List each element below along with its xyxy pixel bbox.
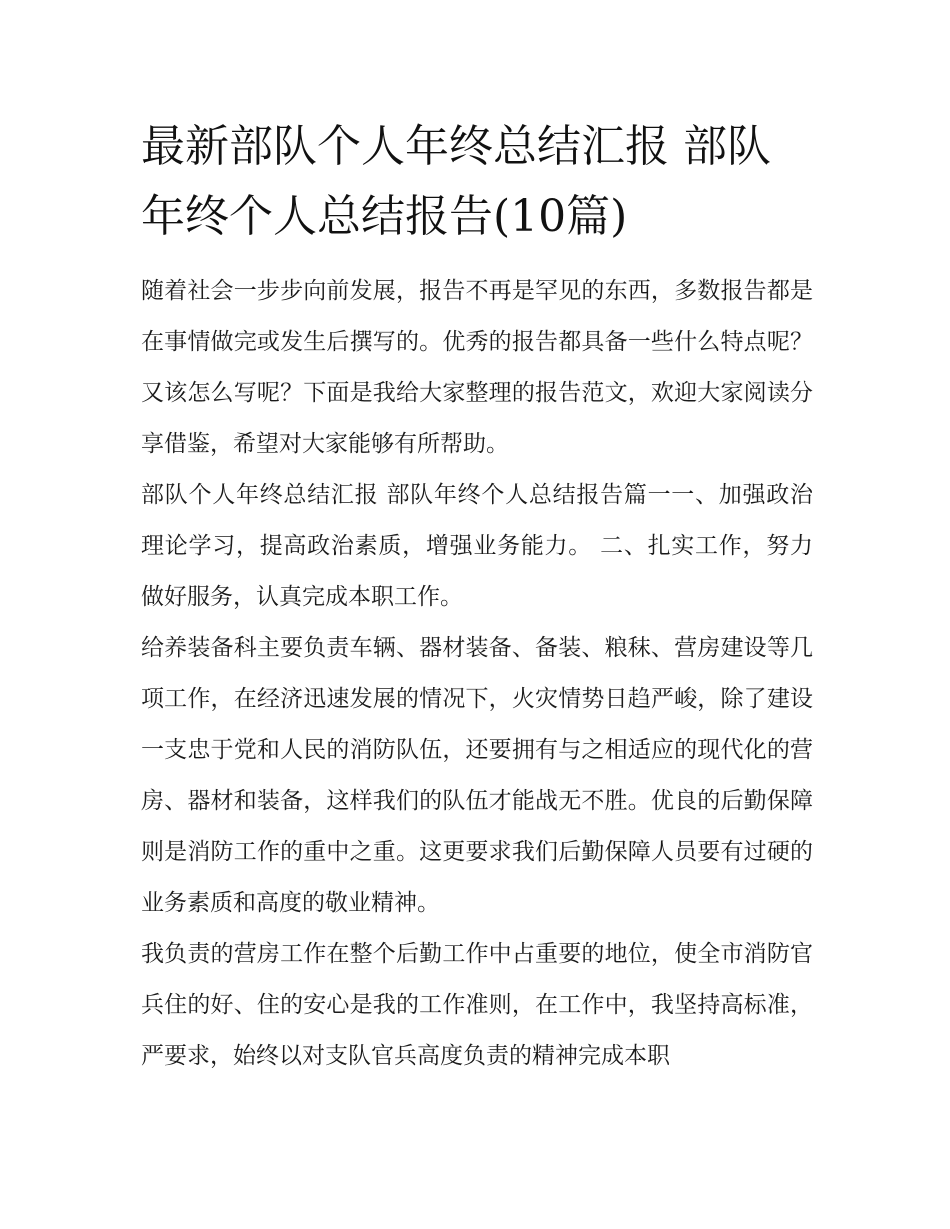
paragraph-section-one: 部队个人年终总结汇报 部队年终个人总结报告篇一一、加强政治理论学习，提高政治素质，增强业务能力。 二、扎实工作，努力做好服务，认真完成本职工作。 <box>141 482 813 610</box>
paragraph-intro: 随着社会一步步向前发展，报告不再是罕见的东西，多数报告都是在事情做完或发生后撰写的。优秀的报告都具备一些什么特点呢？又该怎么写呢？下面是我给大家整理的报告范文，欢迎大家阅读分享借鉴，希望对大家能够有所帮助。 <box>141 278 813 457</box>
document-body <box>141 112 813 1082</box>
paragraph-barracks: 我负责的营房工作在整个后勤工作中占重要的地位，使全市消防官兵住的好、住的安心是我的工作准则，在工作中，我坚持高标准，严要求，始终以对支队官兵高度负责的精神完成本职 <box>141 941 813 1069</box>
document-title: 最新部队个人年终总结汇报 部队年终个人总结报告(10篇) <box>141 121 771 242</box>
paragraph-logistics: 给养装备科主要负责车辆、器材装备、备装、粮秣、营房建设等几项工作，在经济迅速发展的情况下，火灾情势日趋严峻，除了建设一支忠于党和人民的消防队伍，还要拥有与之相适应的现代化的营房、器材和装备，这样我们的队伍才能战无不胜。优良的后勤保障则是消防工作的重中之重。这更要求我们后勤保障人员要有过硬的业务素质和高度的敬业精神。 <box>141 635 813 916</box>
